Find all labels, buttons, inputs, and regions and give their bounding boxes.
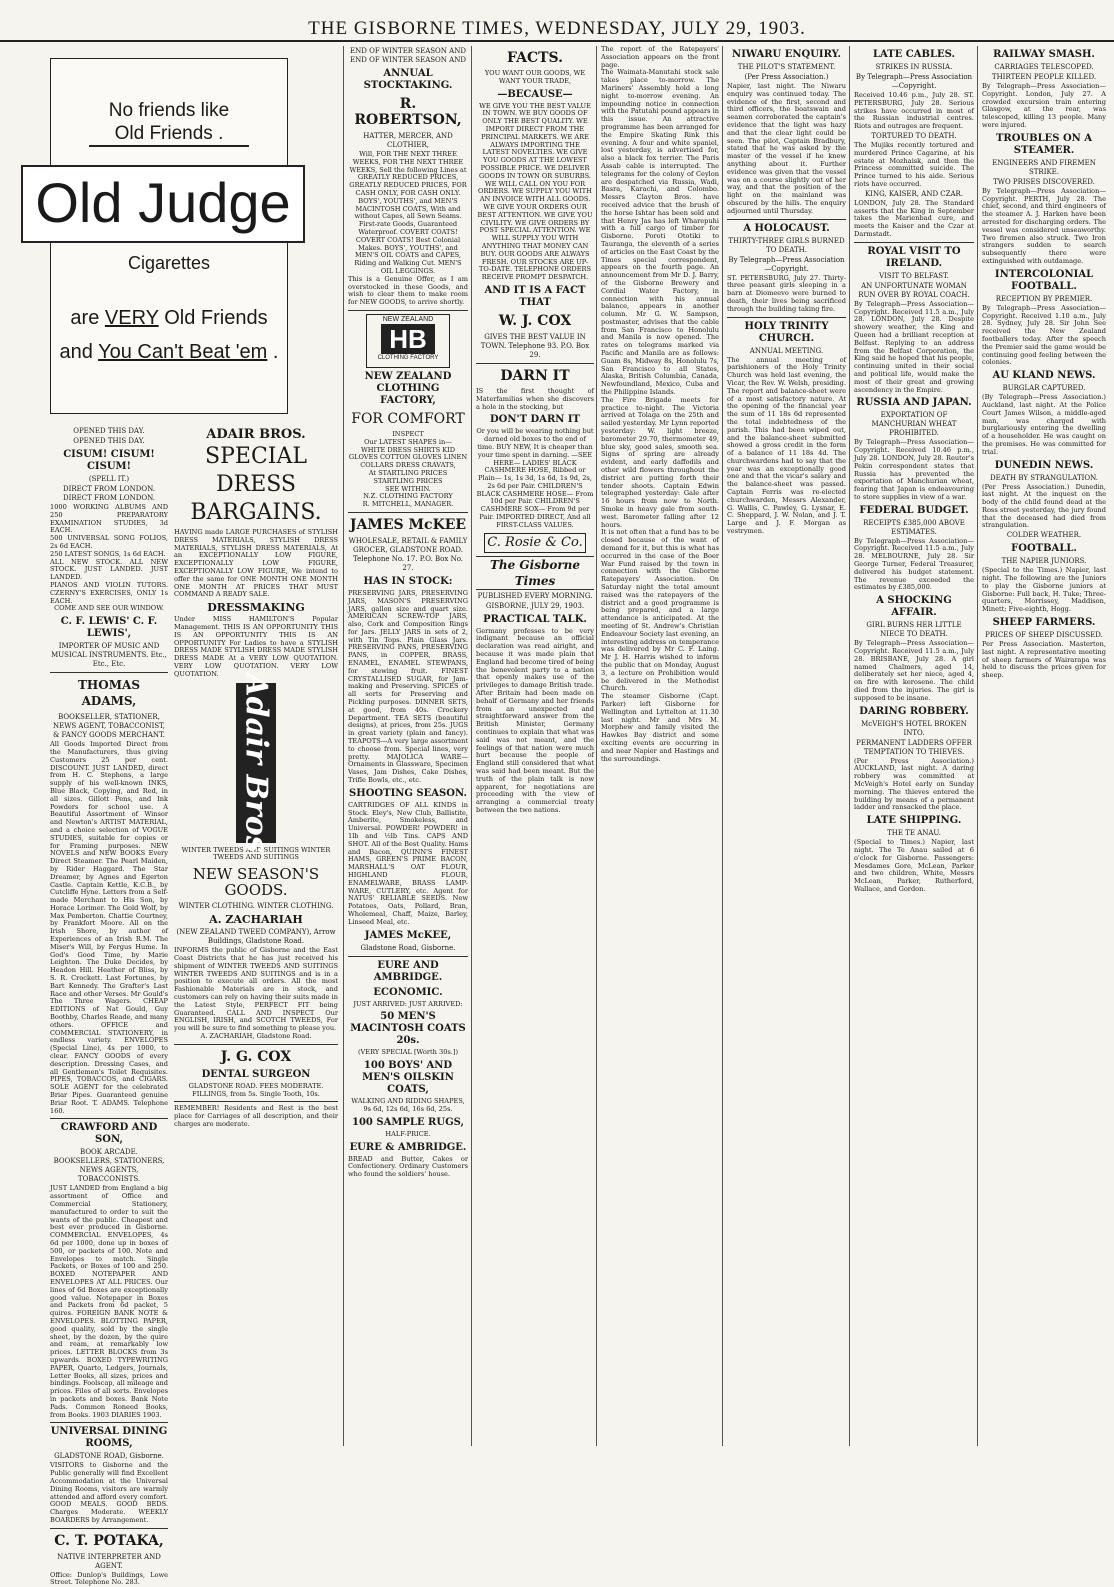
robertson-heading: R. ROBERTSON, xyxy=(354,96,462,128)
belfast-sub: AN UNFORTUNATE WOMAN RUN OVER BY ROYAL COACH. xyxy=(858,281,970,299)
auckland-body: (By Telegraph—Press Association.) Auckland, last night. At the Police Court James Wilson, a middle-aged man, was charged with burglariously entering the dwelling of a householder. He was caught on the premises. He was committed for trial. xyxy=(982,393,1106,456)
lewis-heading: C. F. LEWIS' C. F. LEWIS', xyxy=(60,616,158,640)
tortured-body: The Mujiks recently tortured and murdered Prince Cagarine, at his estate at Mozhaisk, and then the Princess committed suicide. The Prince turned to his aide. Serious riots have occurred. xyxy=(854,140,974,188)
belfast-body: By Telegraph—Press Association—Copyright. Received 11.5 a.m., July 28. LONDON, July 28. Despite showery weather, the King and Queen had a brilliant reception at Belfast. Replying to an address from the Belfast Corporation, the King said he hoped that his people, continuing united in their social and political life, would make the most of their great and growing ascendency in the Empire. xyxy=(854,299,974,394)
strikes-body: Received 10.46 p.m., July 28. ST. PETERSBURG, July 28. Serious strikes have occurred in most of the Russian industrial centres. Riots and outrages are frequent. xyxy=(854,91,974,131)
logo-bottom-text: CLOTHING FACTORY xyxy=(377,354,439,361)
column-5 xyxy=(601,46,719,1446)
two-prises: TWO PRISES DISCOVERED. xyxy=(993,177,1095,186)
tagline2-pre: and xyxy=(59,341,99,363)
tagline1-post: Old Friends xyxy=(158,307,268,329)
tagline1-emph: VERY xyxy=(104,307,159,329)
holy-trinity: HOLY TRINITY CHURCH. xyxy=(744,320,829,344)
cisum-heading: CISUM! CISUM! CISUM! xyxy=(63,449,155,472)
annual-stocktaking: ANNUAL STOCKTAKING. xyxy=(363,68,453,91)
gisborne-times-masthead: The Gisborne Times xyxy=(476,556,594,590)
divider xyxy=(348,310,468,311)
special-heading: SPECIAL xyxy=(205,444,307,469)
mckee-body: PRESERVING JARS, PRESERVING JARS, MASON'S PRESERVING JARS, gallon size and quart size. AMERICAN SCREW-TOP JARS, also, Cork and Composition Rings for Jars. JELLY JARS in sets of 2, with Tin Tops. Plain Glass Jars. PRESERVING PANS, PRESERVING PANS, in COPPER, BRASS, ENAMEL, ENAMEL STEWPANS, for stewing fruit. FINEST CRYSTALLISED SUGAR, for Jam-making and Preserving. SPICES of all sorts for Preserving and Pickling purposes. DINNER SETS, at good, from 40s. Crockery Department. TEA SETS (beautiful designs), at prices, from 25s. JUGS in great variety (plain and fancy). TEAPOTS—A very large assortment to choose from. Special lines, very pretty. MAJOLICA WARE—Ornaments in Glassware, Specimen Vases, Jam Dishes, Cake Dishes, Trifle Bowls, etc., etc. xyxy=(348,588,468,785)
opened-this-day-2: OPENED THIS DAY. xyxy=(73,437,145,445)
football-heading: FOOTBALL. xyxy=(1011,543,1077,555)
potaka-body: Office: Dunlop's Buildings, Lowe Street. Telephone No. 283. xyxy=(50,1570,168,1587)
niwaru-heading: NIWARU ENQUIRY. xyxy=(732,49,841,60)
adams-body: All Goods Imported Direct from the Manufacturers, thus giving Customers 25 per cent. DISCOUNT. JUST LANDED, direct from H. C. Stephens, a large supply of his well-known INKS, Blue Black, Copying, and Red, in all sizes. Gillott Pens, and Ink Powders for school use. A Beautiful Assortment of Winsor and Newton's ARTIST MATERIAL, and a choice selection of VOGUE STUDIES, suitable for copies or for Framing purposes. NEW NOVELS and NEW BOOKS Every Direct Steamer. The Pearl Maiden, by Rider Haggard. The Star Dreamer, by Agnes and Egerton Castle. Captain Kettle, K.C.B., by Cutcliffe Hyne. Letters from a Self-made Merchant to His Son, by Horace Lorimer. The Gold Wolf, by Max Pemberton. Chattie Courtney, by Frankfort Moore. All on the Irish Shore, by author of Experiences of an Irish R.M. The Miser's Will, by Fergus Hume. In God's Good Time, by Marie Leighton. The Duke Decides, by Headon Hill. Heather of Bliss, by S. R. Crockett. Last Fortunes, by Bart Kennedy. The Grafter's Last Race and other Verses. Mr Gould's The Three Wagers. CHEAP EDITIONS of Nat Gould, Guy Boothby, Charles Reade, and many others. OFFICE and COMMERCIAL STATIONERY, in endless variety. ENVELOPES (Special Line), 4s per 1000, to clear. FANCY GOODS of every description. Dressing Cases, and all Gentlemen's Toilet Requisites. PIPES, TOBACCOS, and CIGARS. SOLE AGENT for the celebrated Briar Pipes. Guaranteed genuine Briar Root. T. ADAMS. Telephone 160. xyxy=(50,740,168,1115)
tagline2-emph: You Can't Beat 'em xyxy=(98,341,268,363)
tagline2-post: . xyxy=(267,341,279,363)
royal-visit: ROYAL VISIT TO IRELAND. xyxy=(867,245,961,269)
burglar-captured: BURGLAR CAPTURED. xyxy=(1002,384,1086,393)
napier-body: (Special to the Times.) Napier, last night. The following are the Juniors to play the Gisborne juniors at Gisborne: Full back, H. Tuke; Three-quarters, Morrissey, Maddison, Minett; Five-eighth, Hogg. xyxy=(982,566,1106,614)
column-rule xyxy=(977,46,978,1446)
dressmaking-heading: DRESSMAKING xyxy=(207,601,305,615)
lewis-line3: 250 LATEST SONGS, 1s 6d EACH. xyxy=(50,549,166,558)
cox-body: GLADSTONE ROAD. FEES MODERATE. FILLINGS, from 5s. Single Tooth, 10s. xyxy=(188,1081,324,1098)
adair-vertical-logo xyxy=(236,672,276,853)
column-rule xyxy=(471,46,472,1446)
facts-body: YOU WANT OUR GOODS, WE WANT YOUR TRADE, xyxy=(484,69,586,85)
federal-body: By Telegraph—Press Association—Copyright. Received 11.5 a.m., July 28. MELBOURNE, July 28. Sir George Turner, Federal Treasurer, delivered his budget statement. The revenue exceeded the estimates by £385,000. xyxy=(854,536,974,592)
has-in-stock: HAS IN STOCK: xyxy=(363,575,453,587)
lewis-line1: 1000 WORKING ALBUMS AND 250 PREPARATORY EXAMINATION STUDIES, 3d EACH. xyxy=(50,503,168,535)
late-cables: LATE CABLES. xyxy=(873,49,955,60)
dont-body: Or you will be wearing nothing but darned old boxes to the end of time. BUY NEW, It is cheaper than your time spent in darning. —SEE HERE— LADIES' BLACK CASHMERE HOSE, Ribbed or Plain— 1s, 1s 3d, 1s 6d, 1s 9d, 2s, 2s 6d per Pair. CHILDREN'S BLACK CASHMERE HOSE— From 10d per Pair. CHILDREN'S CASHMERE SOX— From 9d per Pair. IMPORTED DIRECT, And all FIRST-CLASS VALUES. xyxy=(476,427,594,529)
holocaust-heading: A HOLOCAUST. xyxy=(743,222,830,234)
divider xyxy=(174,1044,338,1045)
old-judge-line2: Old Friends . xyxy=(89,122,249,147)
mckee-heading: JAMES McKEE xyxy=(349,516,467,533)
published: PUBLISHED EVERY MORNING. xyxy=(477,591,593,600)
end-of-winter: END OF WINTER SEASON AND END OF WINTER SEASON AND xyxy=(350,47,466,64)
dental-heading: DENTAL SURGEON xyxy=(201,1068,311,1080)
press-assoc: (Per Press Association.) xyxy=(744,73,829,81)
tagline1-pre: are xyxy=(70,307,105,329)
remember-text: REMEMBER! Residents and Rest is the best place for Carriages of all description, and their charges are moderate. xyxy=(174,1104,338,1128)
column-3 xyxy=(348,46,468,1446)
nz-clothing-logo xyxy=(366,314,450,368)
king-kaiser: KING, KAISER, AND CZAR. xyxy=(864,189,964,198)
crawford-heading: CRAWFORD AND SON, xyxy=(60,1122,158,1146)
just-arrived: JUST ARRIVED: JUST ARRIVED: xyxy=(353,999,463,1008)
divider xyxy=(50,1528,168,1529)
divider xyxy=(348,956,468,957)
direct-from-london: DIRECT FROM LONDON. DIRECT FROM LONDON. xyxy=(62,485,156,502)
divider xyxy=(50,1118,168,1119)
logo-top-text: NEW ZEALAND xyxy=(382,315,434,323)
old-judge-tagline1 xyxy=(51,307,287,330)
latest-shapes: Our LATEST SHAPES in— xyxy=(364,437,452,446)
mckee-sub: WHOLESALE, RETAIL & FAMILY GROCER, GLADSTONE ROAD. Telephone No. 17. P.O. Box No. 27. xyxy=(348,536,468,572)
adair-vertical-text: Adair Bros xyxy=(238,672,274,853)
winter-clothing: WINTER CLOTHING. WINTER CLOTHING. xyxy=(178,902,334,911)
oilskin-shapes: WALKING AND RIDING SHAPES, 9s 6d, 12s 6d, 16s 6d, 25s. xyxy=(351,1097,465,1113)
adams-sub: BOOKSELLER, STATIONER, NEWS AGENT, TOBACCONIST, & FANCY GOODS MERCHANT. xyxy=(52,713,166,740)
railway-smash: RAILWAY SMASH. xyxy=(993,49,1095,60)
spell-it: (SPELL IT.) xyxy=(88,475,130,483)
bargains-heading: BARGAINS. xyxy=(190,500,322,525)
tortured: TORTURED TO DEATH. xyxy=(871,131,957,140)
adair-heading: ADAIR BROS. xyxy=(206,427,306,442)
column-2 xyxy=(174,426,338,1446)
sheep-body: Per Press Association. Masterton, last night. A representative meeting of sheep farmers of Wairarapa was held to discuss the prices given for sheep. xyxy=(982,640,1106,680)
potaka-sub: NATIVE INTERPRETER AND AGENT. xyxy=(57,1552,161,1570)
because: —BECAUSE— xyxy=(497,88,573,100)
press-copyright: By Telegraph—Press Association—Copyright. xyxy=(728,255,845,273)
mckee2-sub: Gladstone Road, Gisborne. xyxy=(360,943,456,952)
trinity-body: The annual meeting of parishioners of the Holy Trinity Church was held last evening, the Vicar, the Rev. W. Welsh, presiding. The report and balance-sheet were of a most satisfactory nature. At the opening of the financial year the sum of 11 18s 6d represented the total indebtedness of the parish. This had been wiped out, and the balance-sheet submitted showed a gross credit in the form of a balance of 11 18s 4d. The churchwardens had to say that the year was an exceptionally good one and that the vicar's salary and the balance-sheet was passed. Captain Ferris was re-elected churchwarden, Messrs Alexander, G. Wallis, C. Pawley, G. Lysnar, E. C. Sheppard, J. W. Nolan, and J. T. Large and J. F. Morgan as vestrymen. xyxy=(727,355,846,536)
dunedin-news: DUNEDIN NEWS. xyxy=(994,459,1094,471)
dress-heading: DRESS xyxy=(215,472,297,497)
column-8 xyxy=(982,46,1106,1446)
see-within: SEE WITHIN. xyxy=(385,484,431,493)
divider xyxy=(727,317,846,318)
startling-prices: At STARTLING PRICES STARTLING PRICES xyxy=(368,468,448,485)
zachariah-body: INFORMS the public of Gisborne and the East Coast Districts that he has just received his shipment of WINTER TWEEDS AND SUITINGS WINTER TWEEDS AND SUITINGS and is in a position to execute all orders. All the most Fashionable Materials are in stock, and customers can rely on having their suits made in the Latest Style, PERFECT FIT being Guaranteed. CALL AND INSPECT Our ENGLISH, IRISH, and SCOTCH TWEEDS, For you will be sure to find something to please you. xyxy=(174,946,338,1033)
mckee2-heading: JAMES McKEE, xyxy=(364,929,452,941)
napier-juniors: THE NAPIER JUNIORS. xyxy=(1001,557,1087,566)
late-shipping: LATE SHIPPING. xyxy=(866,815,962,827)
because-body: WE GIVE YOU THE BEST VALUE IN TOWN. WE BUY GOODS OF ONLY THE BEST QUALITY. WE IMPORT DIRECT FROM THE PRINCIPAL MARKETS. WE ARE ALWAYS IMPORTING THE LATEST NOVELTIES. WE GIVE YOU GOODS AT THE LOWEST POSSIBLE PRICE. WE DELIVER GOODS IN TOWN OR SUBURBS. WE WILL CALL ON YOU FOR ORDERS. WE SUPPLY YOU WITH AN INVOICE WITH ALL GOODS. WE GIVE YOUR ORDERS OUR BEST ATTENTION. WE GIVE YOU CIVILITY. WE GIVE ORDERS BY POST SPECIAL ATTENTION. WE WILL SUPPLY YOU WITH ANYTHING THAT MONEY CAN BUY. OUR GOODS ARE ALWAYS FRESH. OUR STOCKS ARE UP-TO-DATE. TELEPHONE ORDERS RECEIVE PROMPT DESPATCH. xyxy=(477,101,593,282)
thirteen-killed: THIRTEEN PEOPLE KILLED. xyxy=(991,73,1097,81)
sheep-sub: PRICES OF SHEEP DISCUSSED. xyxy=(985,631,1103,640)
exportation: EXPORTATION OF MANCHURIAN WHEAT PROHIBITED. xyxy=(871,411,957,438)
adair-body-2: Under MISS HAMILTON'S Popular Management. THIS IS AN OPPORTUNITY THIS IS AN OPPORTUNITY THIS IS AN OPPORTUNITY For Ladies to have a STYLISH DRESS MADE STYLISH DRESS MADE STYLISH DRESS MADE At a VERY LOW QUOTATION. VERY LOW QUOTATION. VERY LOW QUOTATION. xyxy=(174,615,338,678)
troubles-body: By Telegraph—Press Association—Copyright. PERTH, July 28. The chief, second, and third engineers of the steamer A. J. Harken have been arrested for discharging orders. The vessel was considered unseaworthy. Two firemen also struck. Two Iron strangers sudden to search subsequently there were extinguished with outdamage. xyxy=(982,186,1106,265)
federal-budget: FEDERAL BUDGET. xyxy=(859,504,969,516)
oilskin: 100 BOYS' AND MEN'S OILSKIN COATS, xyxy=(362,1060,454,1096)
divider xyxy=(727,219,846,220)
nzcf-heading: NEW ZEALAND CLOTHING FACTORY, xyxy=(364,370,452,406)
column-rule xyxy=(596,46,597,1446)
wjcox-sub: GIVES THE BEST VALUE IN TOWN. Telephone 93. P.O. Box 29. xyxy=(480,332,590,359)
economic-heading: ECONOMIC. xyxy=(373,986,443,998)
zachariah-sub: (NEW ZEALAND TWEED COMPANY), Arrow Buildings, Gladstone Road. xyxy=(176,928,336,946)
robertson-body: Will, FOR THE NEXT THREE WEEKS, FOR THE NEXT THREE WEEKS, Sell the following Lines at GREATLY REDUCED PRICES, GREATLY REDUCED PRICES, FOR CASH ONLY, FOR CASH ONLY. BOYS', YOUTHS', and MEN'S MACINTOSH COATS, With and without Capes, all Sewn Seams. First-rate Goods, Guaranteed Waterproof. COVERT COATS! COVERT COATS! Best Colonial Makes. BOYS', YOUTHS', and MEN'S OIL COATS and CAPES, Riding and Walking Cut. MEN'S OIL LEGGINGS. xyxy=(349,150,467,275)
divider xyxy=(854,242,974,243)
column-6 xyxy=(727,46,846,1446)
te-anau: THE TE ANAU. xyxy=(887,829,941,838)
new-season-heading: NEW SEASON'S GOODS. xyxy=(192,865,320,900)
fire-brigade: The Fire Brigade meets for practice to-night. The Victoria arrived at Tolaga on the 25th and sailed yesterday. Mr Lynn reported yesterday: W. light breeze, barometer 29.70, thermometer 49, blue sky, good sales, smooth sea. Signs of spring are already evident, and early daffodils and other wild flowers throughout the district are putting forth their tender shoots. Captain Edwin telegraphed yesterday: Gale after 16 hours from now to North. Smoke in heavy gale from south-west. Barometer falling after 12 hours. xyxy=(601,395,719,529)
strangulation: DEATH BY STRANGULATION. xyxy=(989,473,1099,482)
anau-body: (Special to Times.) Napier, last night. The Te Anau sailed at 6 o'clock for Gisborne. Passengers: Mesdames Gore, McLean, Parker and two children, White, Messrs McLean, Parker, Rutherford, Wallace, and Gordon. xyxy=(854,838,974,893)
annual-meeting: ANNUAL MEETING. xyxy=(749,346,824,355)
strikes-russia: STRIKES IN RUSSIA. xyxy=(875,63,953,71)
eure-heading: EURE AND AMBRIDGE. xyxy=(373,959,443,983)
lewis-line5: PIANOS AND VIOLIN TUTORS. CZERNY'S EXERCISES, ONLY 1s EACH. xyxy=(50,580,168,605)
a-fact: AND IT IS A FACT THAT xyxy=(484,284,586,308)
wjcox-heading: W. J. COX xyxy=(498,312,572,329)
crawford-body: JUST LANDED from England a big assortment of Office and Commercial Stationery, manufactured to order to suit the wants of the public. Cheapest and best ever produced in Gisborne. COMMERCIAL ENVELOPES, 4s 6d per 1000, done up in boxes of 500, or packets of 100. Note and Envelopes to match. Single Packets, or Boxes of 100 and 250. BOXED NOTEPAPER AND ENVELOPES AT ALL PRICES. Our lines of 6d Boxes are exceptionally good value. Notepaper in Boxes and Packets from 6d packet, 5 quires. FOREIGN BANK NOTE & ENVELOPES. BLOTTING PAPER, good quality, sold by the single sheet, by the dozen, by the quire and ream, at remarkably low prices. LETTER BLOCKS from 3s upwards. BOXED TYPEWRITING PAPER, Quarto, Ledgers, Journals, Letter Books, all sizes, prices and bindings. Foolscap, all mileage and prices. Files of all sorts. Envelopes in packets and boxes. Bank Note Pads. Common Roneed Books, from Books. 1903 DIARIES 1903. xyxy=(50,1184,168,1419)
cox-heading: J. G. COX xyxy=(220,1048,292,1065)
robertson-sub: HATTER, MERCER, AND CLOTHIER, xyxy=(363,132,453,149)
robbery-sub: McVEIGH'S HOTEL BROKEN INTO. xyxy=(861,719,967,737)
half-price: HALF-PRICE. xyxy=(385,1129,431,1138)
troubles-steamer: TROUBLES ON A STEAMER. xyxy=(995,132,1093,156)
column-rule xyxy=(722,46,723,1446)
darn-it: DARN IT xyxy=(500,367,570,384)
receipts: RECEIPTS £385,000 ABOVE ESTIMATES. xyxy=(863,518,965,536)
tweeds: WINTER TWEEDS AND SUITINGS WINTER TWEEDS AND SUITINGS xyxy=(181,845,331,862)
steamer-note: The steamer Gisborne (Capt. Parker) left Gisborne for Wellington and Lyttelton at 11.30 last night. Mr and Mrs M. Morphew and family visited the Hawkes Bay district and some exciting events are occurring in and near Napier and Hastings and the surroundings. xyxy=(601,692,719,763)
shocking-body: By Telegraph—Press Association—Copyright. Received 11.5 a.m., July 28. BRISBANE, July 28. A girl named Chalmers, aged 14, deliberately set her niece, aged 4, on fire with kerosene. The child died from the injuries. The girl is supposed to be insane. xyxy=(854,639,974,702)
dont-darn-it: DON'T DARN IT xyxy=(490,414,580,426)
column-4 xyxy=(476,46,594,1446)
potaka-heading: C. T. POTAKA, xyxy=(54,1532,164,1549)
nz-factory: N.Z. CLOTHING FACTORY xyxy=(363,492,453,501)
russia-japan: RUSSIA AND JAPAN. xyxy=(856,397,972,409)
macintosh: 50 MEN'S MACINTOSH COATS 20s. xyxy=(350,1011,466,1047)
masthead: THE GISBORNE TIMES, WEDNESDAY, JULY 29, 1903. xyxy=(0,18,1114,42)
russia-body: By Telegraph—Press Association—Copyright. Received 10.46 p.m., July 28. LONDON, July 28. Reuter's Pekin correspondent states that Russia has prevented the exportation of Manchurian wheat, fearing that Japan is endeavouring to store supplies in view of a war. xyxy=(854,438,974,501)
shapes-list: WHITE DRESS SHIRTS KID GLOVES COTTON GLOVES LINEN COLLARS DRESS CRAVATS, xyxy=(348,445,468,470)
boer-fund: It is not often that a fund has to be closed because of the want of demand for it, but this is what has occurred in the case of the Boer War Fund raised by the town in connection with the Gisborne Ratepayers' Association. On Saturday night the total amount raised was the ratepayers of the district and a good programme is being prepared, and a large attendance is anticipated. At the meeting of St. Andrew's Christian Endeavour Society last evening, an interesting address on temperance was delivered by Mr C. F. Laing. Mr J. H. Harris wished to inform the public that on Monday, August 3, a lecture on Prohibition would be delivered in the Methodist Church. xyxy=(601,528,719,693)
old-judge-line1: No friends like xyxy=(108,100,230,121)
zachariah-heading: A. ZACHARIAH xyxy=(209,913,303,927)
old-judge-brand: Old Judge xyxy=(21,165,305,243)
old-judge-tagline2 xyxy=(51,341,287,364)
thirty-three: THIRTY-THREE GIRLS BURNED TO DEATH. xyxy=(728,236,845,254)
column-rule xyxy=(849,46,850,1446)
lewis-sub: IMPORTER OF MUSIC AND MUSICAL INSTRUMENTS. Etc., Etc., Etc. xyxy=(51,642,167,669)
shooting-season: SHOOTING SEASON. xyxy=(349,787,467,799)
old-judge-advert xyxy=(35,58,291,414)
practical-talk: PRACTICAL TALK. xyxy=(483,613,587,625)
eure2: EURE & AMBRIDGE. xyxy=(349,1141,467,1153)
lewis-line4: ALL NEW STOCK. ALL NEW STOCK. JUST LANDED. JUST LANDED. xyxy=(50,557,168,582)
divider xyxy=(50,1422,168,1423)
visit-belfast: VISIT TO BELFAST. xyxy=(879,271,949,280)
reception-premier: RECEPTION BY PREMIER. xyxy=(995,294,1093,303)
shocking-affair: A SHOCKING AFFAIR. xyxy=(876,595,952,619)
opened-this-day: OPENED THIS DAY. xyxy=(73,427,145,435)
divider xyxy=(174,1101,338,1102)
universal-body: VISITORS to Gisborne and the Public generally will find Excellent Accommodation at the Universal Dining Rooms, visitors are warmly attended and afford every comfort. GOOD MEALS. GOOD BEDS. Charges Moderate. WEEKLY BOARDERS by Arrangement. xyxy=(50,1461,168,1524)
zachariah-sign: A. ZACHARIAH, Gladstone Road. xyxy=(200,1031,312,1040)
universal-sub: GLADSTONE ROAD, Gisborne. xyxy=(54,1452,164,1461)
adams-heading: THOMAS ADAMS, xyxy=(78,678,140,709)
column-7 xyxy=(854,46,974,1446)
rosie-logo: C. Rosie & Co. xyxy=(484,533,586,553)
shocking-sub: GIRL BURNS HER LITTLE NIECE TO DEATH. xyxy=(866,621,962,639)
column-1 xyxy=(50,426,168,1587)
king-body: LONDON, July 28. The Standard asserts that the King in September takes the Marienbad cure, and meets the Kaiser and the Czar at Darmstadt. xyxy=(854,198,974,238)
robbery-body: (Per Press Association.) AUCKLAND, last night. A daring robbery was committed at McVeigh's Hotel early on Sunday morning. The thieves entered the building by means of a permanent ladder and ransacked the place. xyxy=(854,756,974,812)
railway-body: By Telegraph—Press Association—Copyright. London, July 27. A crowded excursion train entering Glasgow, at the rear, was telescoped, killing 13 people. Many were injured. xyxy=(982,82,1106,129)
robbery-sub2: PERMANENT LADDERS OFFER TEMPTATION TO THIEVES. xyxy=(856,738,972,756)
engineers: ENGINEERS AND FIREMEN STRIKE. xyxy=(992,158,1096,176)
mitchell-manager: R. MITCHELL, MANAGER. xyxy=(362,500,454,509)
facts-heading: FACTS. xyxy=(506,50,564,66)
inspect: INSPECT xyxy=(392,429,424,438)
auckland-news: AU KLAND NEWS. xyxy=(992,370,1096,382)
lewis-line6: COME AND SEE OUR WINDOW. xyxy=(54,604,164,613)
football-body: By Telegraph—Press Association—Copyright. Received 1.10 a.m., July 28. Sydney, July 28. Sir John See received the New Zealand footballers today. After the speech the Premier said the game would be continuing good feeling between the colonies. xyxy=(982,303,1106,367)
bottom-note: BREAD and Butter, Cakes or Confectionery. Ordinary Customers who found the soldiers' house. xyxy=(348,1154,468,1179)
practical-body: Germany professes to be very indignant because an official declaration was read airight, and because it was made plain that England had become tired of being the benevolent party to a nation that openly makes use of the privileges to damage British trade. After Britain had been made on behalf of Germany and her friends from an unexpected and straightforward answer from the British Minister, Germany continues to explain that what was said was not meant, and the feelings of that nation were much hurt because the people of England still considered that what was said had been meant. But the truth of the plain talk is now apparent, for negotiations are proceeding with the view of arranging a commercial treaty between the two nations. xyxy=(476,626,594,814)
holocaust-body: ST. PETERSBURG, July 27. Thirty-three peasant girls sleeping in a barn at Diomeevo were burned to death, their lives being sacrificed through the building taking fire. xyxy=(727,273,846,313)
sample-rugs: 100 SAMPLE RUGS, xyxy=(352,1116,464,1128)
column-rule xyxy=(343,46,344,1446)
for-comfort: FOR COMFORT xyxy=(351,410,465,427)
shooting-body: CARTRIDGES OF ALL KINDS in Stock. Eley's, New Club, Ballistite, Amberite, Smokeless, and Universal. POWDER! POWDER! in 1lb and ½lb Tins. CAPS AND SHOT. All of the Best Quality. Hams and Bacon, QUINN'S FINEST HAMS, GREEN'S PRIME BACON, MARSHALL'S OAT FLOUR, HIGHLAND FLOUR, ENAMELWARE, BRASS LAMP-WARE, CUTLERY, etc. Agent for NATUS' RELIABLE SEEDS. New Potatoes, Oats, Pollard, Bran, Wholemeal, Chaff, Maize, Barley, Linseed Meal, etc. xyxy=(348,800,468,926)
carriages: CARRIAGES TELESCOPED. xyxy=(994,63,1094,71)
date: GISBORNE, JULY 29, 1903. xyxy=(485,601,585,610)
daring-robbery: DARING ROBBERY. xyxy=(859,705,969,717)
old-judge-product: Cigarettes xyxy=(127,253,211,273)
divider xyxy=(50,672,168,673)
logo-hb: HB xyxy=(381,324,435,354)
press-copyright: By Telegraph—Press Association—Copyright. xyxy=(855,73,973,90)
pilot-statement: THE PILOT'S STATEMENT. xyxy=(737,63,836,71)
genuine-offer: This is a Genuine Offer, as I am overstocked in these Goods, and wish to clear them to make room for NEW GOODS, to arrive shortly. xyxy=(348,274,468,307)
sheep-farmers: SHEEP FARMERS. xyxy=(992,617,1096,629)
special-price: (VERY SPECIAL [Worth 30s.]) xyxy=(357,1048,459,1057)
intercolonial-football: INTERCOLONIAL FOOTBALL. xyxy=(994,268,1094,292)
lewis-line2: 500 UNIVERSAL SONG FOLIOS, 2s 6d EACH. xyxy=(50,534,168,550)
dunedin-body: (Per Press Association.) Dunedin, last night. At the inquest on the body of the child found dead at the Ross street yesterday, the jury found that the deceased had died from strangulation. xyxy=(982,482,1106,530)
niwaru-body: Napier, last night. The Niwaru enquiry was continued today. The evidence of the first, second and third officers, the boatswain and seamen corroborated the captain's evidence that the light was hazy and that the clear light could be seen. The pilot, Captain Bradbury, stated that he was asked by the master of the vessel if he knew anything about it. Further evidence was given that the vessel was on a course slightly out of her way, and that the position of the light on the mainland was obscured by the hills. The enquiry adjourned until Thursday. xyxy=(727,82,846,215)
ratepayers-note: The report of the Ratepayers' Association appears on the front page. xyxy=(601,45,719,69)
divider xyxy=(476,363,594,364)
universal-heading: UNIVERSAL DINING ROOMS, xyxy=(50,1426,168,1450)
adair-body-1: HAVING made LARGE PURCHASES of STYLISH DRESS MATERIALS, STYLISH DRESS MATERIALS, STYLISH DRESS MATERIALS, At an EXCEPTIONALLY LOW FIGURE, EXCEPTIONALLY LOW FIGURE, EXCEPTIONALLY LOW FIGURE, We intend to offer the same for ONE MONTH ONE MONTH ONE MONTH AT PRICES THAT MUST COMMAND A READY SALE. xyxy=(174,528,338,599)
colder-weather: COLDER WEATHER. xyxy=(1006,531,1082,540)
local-paragraphs: The Waimata-Manutahi stock sale takes place to-morrow. The Mariners' Assembly hold a long night to-morrow evening. An impounding notice in connection with the Patutahi pound appears in this issue. An attractive programme has been arranged for the Empire Skating Rink this evening. A four and white spaniel, lost yesterday, is advertised for, also a black fox terrier. The Paris Assab cable is interrupted. The telegrams for the colony of Ceylon are despatched via Russia, Wadi, Basra, Karachi, and Colombo. Messrs Clayton Bros. have received advice that the brush of the horse Ishtar has been sold and that Henry Jas has left Wharepuhi with a full cargo of timber for Gisborne. Poroti Ototiki to Tauranga, the eleventh of a series of articles on the East Coast by the Times special correspondent, appears on the fourth page. An announcement from Mr D. J. Barry, of the Gisborne Brewery and Cordial Water Factory, in connection with his annual balance, appears in another column. Mr G. W. Sampson, postmaster, advises that the cable from San Francisco to Honolulu and Manila is now opened. The rates on telegrams marked via Pacific and Manila are as follows: Guam 8s, Midway 8s, Honolulu 7s, San Francisco to all States, Alaska, British Columbia, Canada, Newfoundland, Mexico, Cuba and the Philippine Islands. xyxy=(601,68,719,397)
darn-it-body: IS the first thought of Materfamilias when she discovers a hole in the stocking, but xyxy=(476,386,594,411)
crawford-sub: BOOK ARCADE. BOOKSELLERS, STATIONERS, NEWS AGENTS, TOBACCONISTS. xyxy=(53,1148,165,1184)
divider xyxy=(348,512,468,513)
